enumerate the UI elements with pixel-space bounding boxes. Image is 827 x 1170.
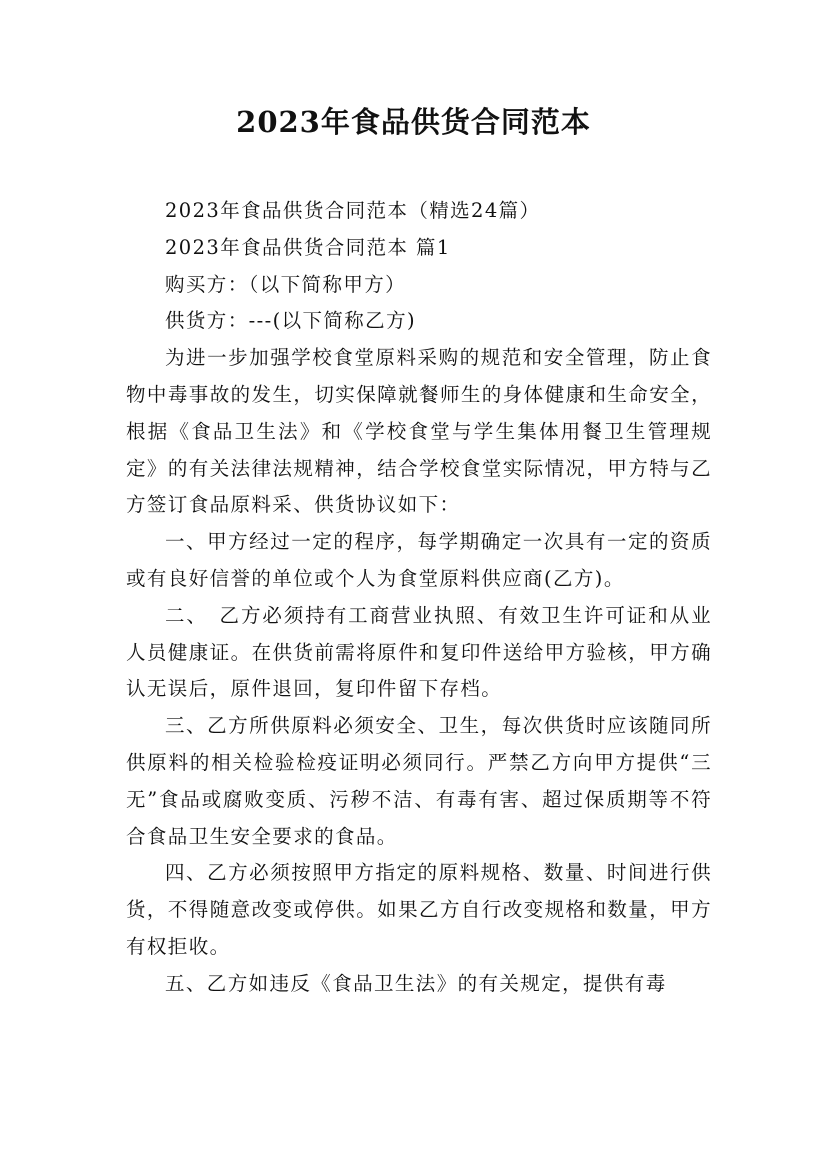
paragraph-subtitle: 2023年食品供货合同范本（精选24篇） (165, 199, 541, 222)
paragraph-clause-3: 三、乙方所供原料必须安全、卫生，每次供货时应该随同所供原料的相关检验检疫证明必须同行。严禁乙方向甲方提供“三无”食品或腐败变质、污秽不洁、有毒有害、超过保质期等不符合食品卫生安全要求的食品。 (126, 714, 712, 848)
paragraph-supplier: 供货方：---(以下简称乙方) (165, 309, 416, 333)
paragraph-clause-2: 二、 乙方必须持有工商营业执照、有效卫生许可证和从业人员健康证。在供货前需将原件和复印件送给甲方验核，甲方确认无误后，原件退回，复印件留下存档。 (126, 603, 712, 701)
paragraph-section-heading: 2023年食品供货合同范本 篇1 (165, 235, 451, 259)
paragraph-clause-4: 四、乙方必须按照甲方指定的原料规格、数量、时间进行供货，不得随意改变或停供。如果乙方自行改变规格和数量，甲方有权拒收。 (126, 861, 712, 958)
paragraph-clause-1: 一、甲方经过一定的程序，每学期确定一次具有一定的资质或有良好信誉的单位或个人为食堂原料供应商(乙方)。 (126, 530, 712, 590)
document-body (126, 193, 712, 1003)
paragraph-buyer: 购买方：（以下简称甲方） (165, 272, 407, 296)
paragraph-clause-5: 五、乙方如违反《食品卫生法》的有关规定，提供有毒 (165, 971, 667, 995)
paragraph-intro: 为进一步加强学校食堂原料采购的规范和安全管理，防止食物中毒事故的发生，切实保障就餐师生的身体健康和生命安全，根据《食品卫生法》和《学校食堂与学生集体用餐卫生管理规定》的有关法律法规精神，结合学校食堂实际情况，甲方特与乙方签订食品原料采、供货协议如下： (126, 346, 712, 517)
document-title: 2023年食品供货合同范本 (236, 105, 591, 139)
